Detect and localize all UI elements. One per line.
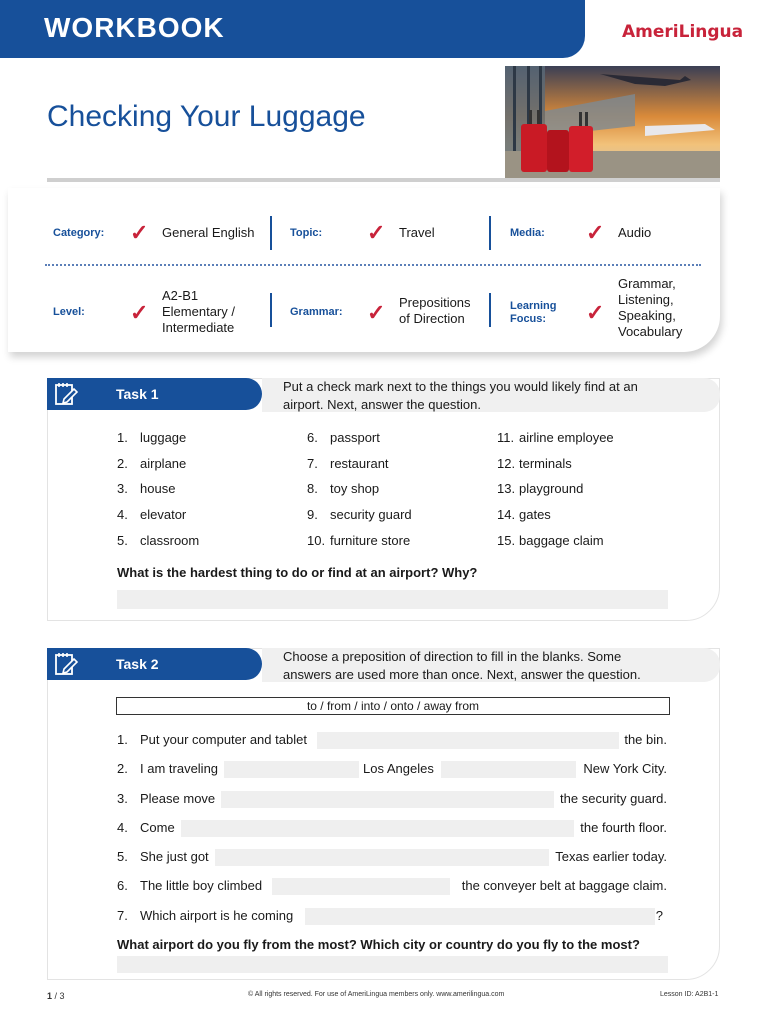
category-value: General English [162,225,255,240]
level-value: A2-B1 Elementary / Intermediate [162,288,235,335]
copyright-text: © All rights reserved. For use of AmeriLingua members only. www.amerilingua.com [248,991,505,998]
info-divider [270,293,272,327]
category-label: Category: [53,227,105,239]
lesson-info-card [8,188,720,352]
task2-label: Task 2 [116,656,159,672]
media-value: Audio [618,225,652,240]
task2-header [47,648,262,680]
list-item[interactable]: 5. classroom [117,533,200,548]
blank-field[interactable] [272,878,450,895]
task1-answer-field[interactable] [117,590,668,609]
notepad-pencil-icon [53,381,79,407]
lesson-id: Lesson ID: A2B1-1 [660,991,719,998]
list-item[interactable]: 13. playground [497,481,584,496]
media-check-icon: ✓ [586,220,605,245]
list-item[interactable]: 11. airline employee [497,430,614,445]
media-label: Media: [510,227,545,239]
blank-field[interactable] [221,791,554,808]
amerilingua-logo: AmeriLingua [622,22,744,42]
task2-question: What airport do you fly from the most? Which city or country do you fly to the most? [117,937,640,952]
list-item[interactable]: 14. gates [497,507,551,522]
grammar-value: Prepositions of Direction [399,295,471,326]
notepad-pencil-icon [53,651,79,677]
title-rule [47,178,720,182]
sentence-row: 2. I am traveling Los Angeles New York City. [117,761,667,776]
topic-check-icon: ✓ [367,220,386,245]
list-item[interactable]: 1. luggage [117,430,187,445]
task2-instruction: Choose a preposition of direction to fill in the blanks. Some answers are used more than once. Next, answer the question. [283,649,641,682]
task1-card [47,378,720,621]
blank-field[interactable] [441,761,576,778]
list-item[interactable]: 4. elevator [117,507,187,522]
grammar-check-icon: ✓ [367,300,386,325]
blank-field[interactable] [181,820,574,837]
list-item[interactable]: 15. baggage claim [497,533,604,548]
list-item[interactable]: 9. security guard [307,507,412,522]
list-item[interactable]: 7. restaurant [307,456,389,471]
grammar-label: Grammar: [290,306,343,318]
info-divider [489,216,491,250]
blank-field[interactable] [215,849,549,866]
workbook-label: WORKBOOK [44,12,225,43]
list-item[interactable]: 3. house [117,481,176,496]
sentence-row: 1. Put your computer and tablet the bin. [117,732,667,747]
page-number: 1 / 3 [47,991,65,1001]
word-bank: to / from / into / onto / away from [116,697,670,715]
blank-field[interactable] [224,761,359,778]
topic-label: Topic: [290,227,323,239]
blank-field[interactable] [305,908,655,925]
info-divider [489,293,491,327]
sentence-row: 7. Which airport is he coming ? [117,908,663,923]
sentence-row: 3. Please move the security guard. [117,791,667,806]
category-check-icon: ✓ [130,220,149,245]
sentence-row: 6. The little boy climbed the conveyer belt at baggage claim. [117,878,667,893]
list-item[interactable]: 8. toy shop [307,481,380,496]
task1-question: What is the hardest thing to do or find at an airport? Why? [117,565,478,580]
blank-field[interactable] [317,732,619,749]
topic-value: Travel [399,225,435,240]
task1-label: Task 1 [116,386,159,402]
page-title: Checking Your Luggage [47,100,366,133]
list-item[interactable]: 2. airplane [117,456,187,471]
task2-answer-field[interactable] [117,956,668,973]
level-label: Level: [53,306,85,318]
info-divider [270,216,272,250]
sentence-row: 4. Come the fourth floor. [117,820,667,835]
sentence-row: 5. She just got Texas earlier today. [117,849,667,864]
list-item[interactable]: 12. terminals [497,456,572,471]
learning-focus-value: Grammar, Listening, Speaking, Vocabulary [618,276,683,339]
level-check-icon: ✓ [130,300,149,325]
list-item[interactable]: 6. passport [307,430,380,445]
task1-instruction: Put a check mark next to the things you would likely find at an airport. Next, answer the question. [283,379,638,412]
info-dotted-separator [45,264,701,266]
list-item[interactable]: 10. furniture store [307,533,411,548]
learning-focus-label: Learning Focus: [510,300,557,325]
learning-focus-check-icon: ✓ [586,300,605,325]
airport-luggage-photo [505,66,720,178]
task1-header [47,378,262,410]
header-bar [0,0,585,58]
